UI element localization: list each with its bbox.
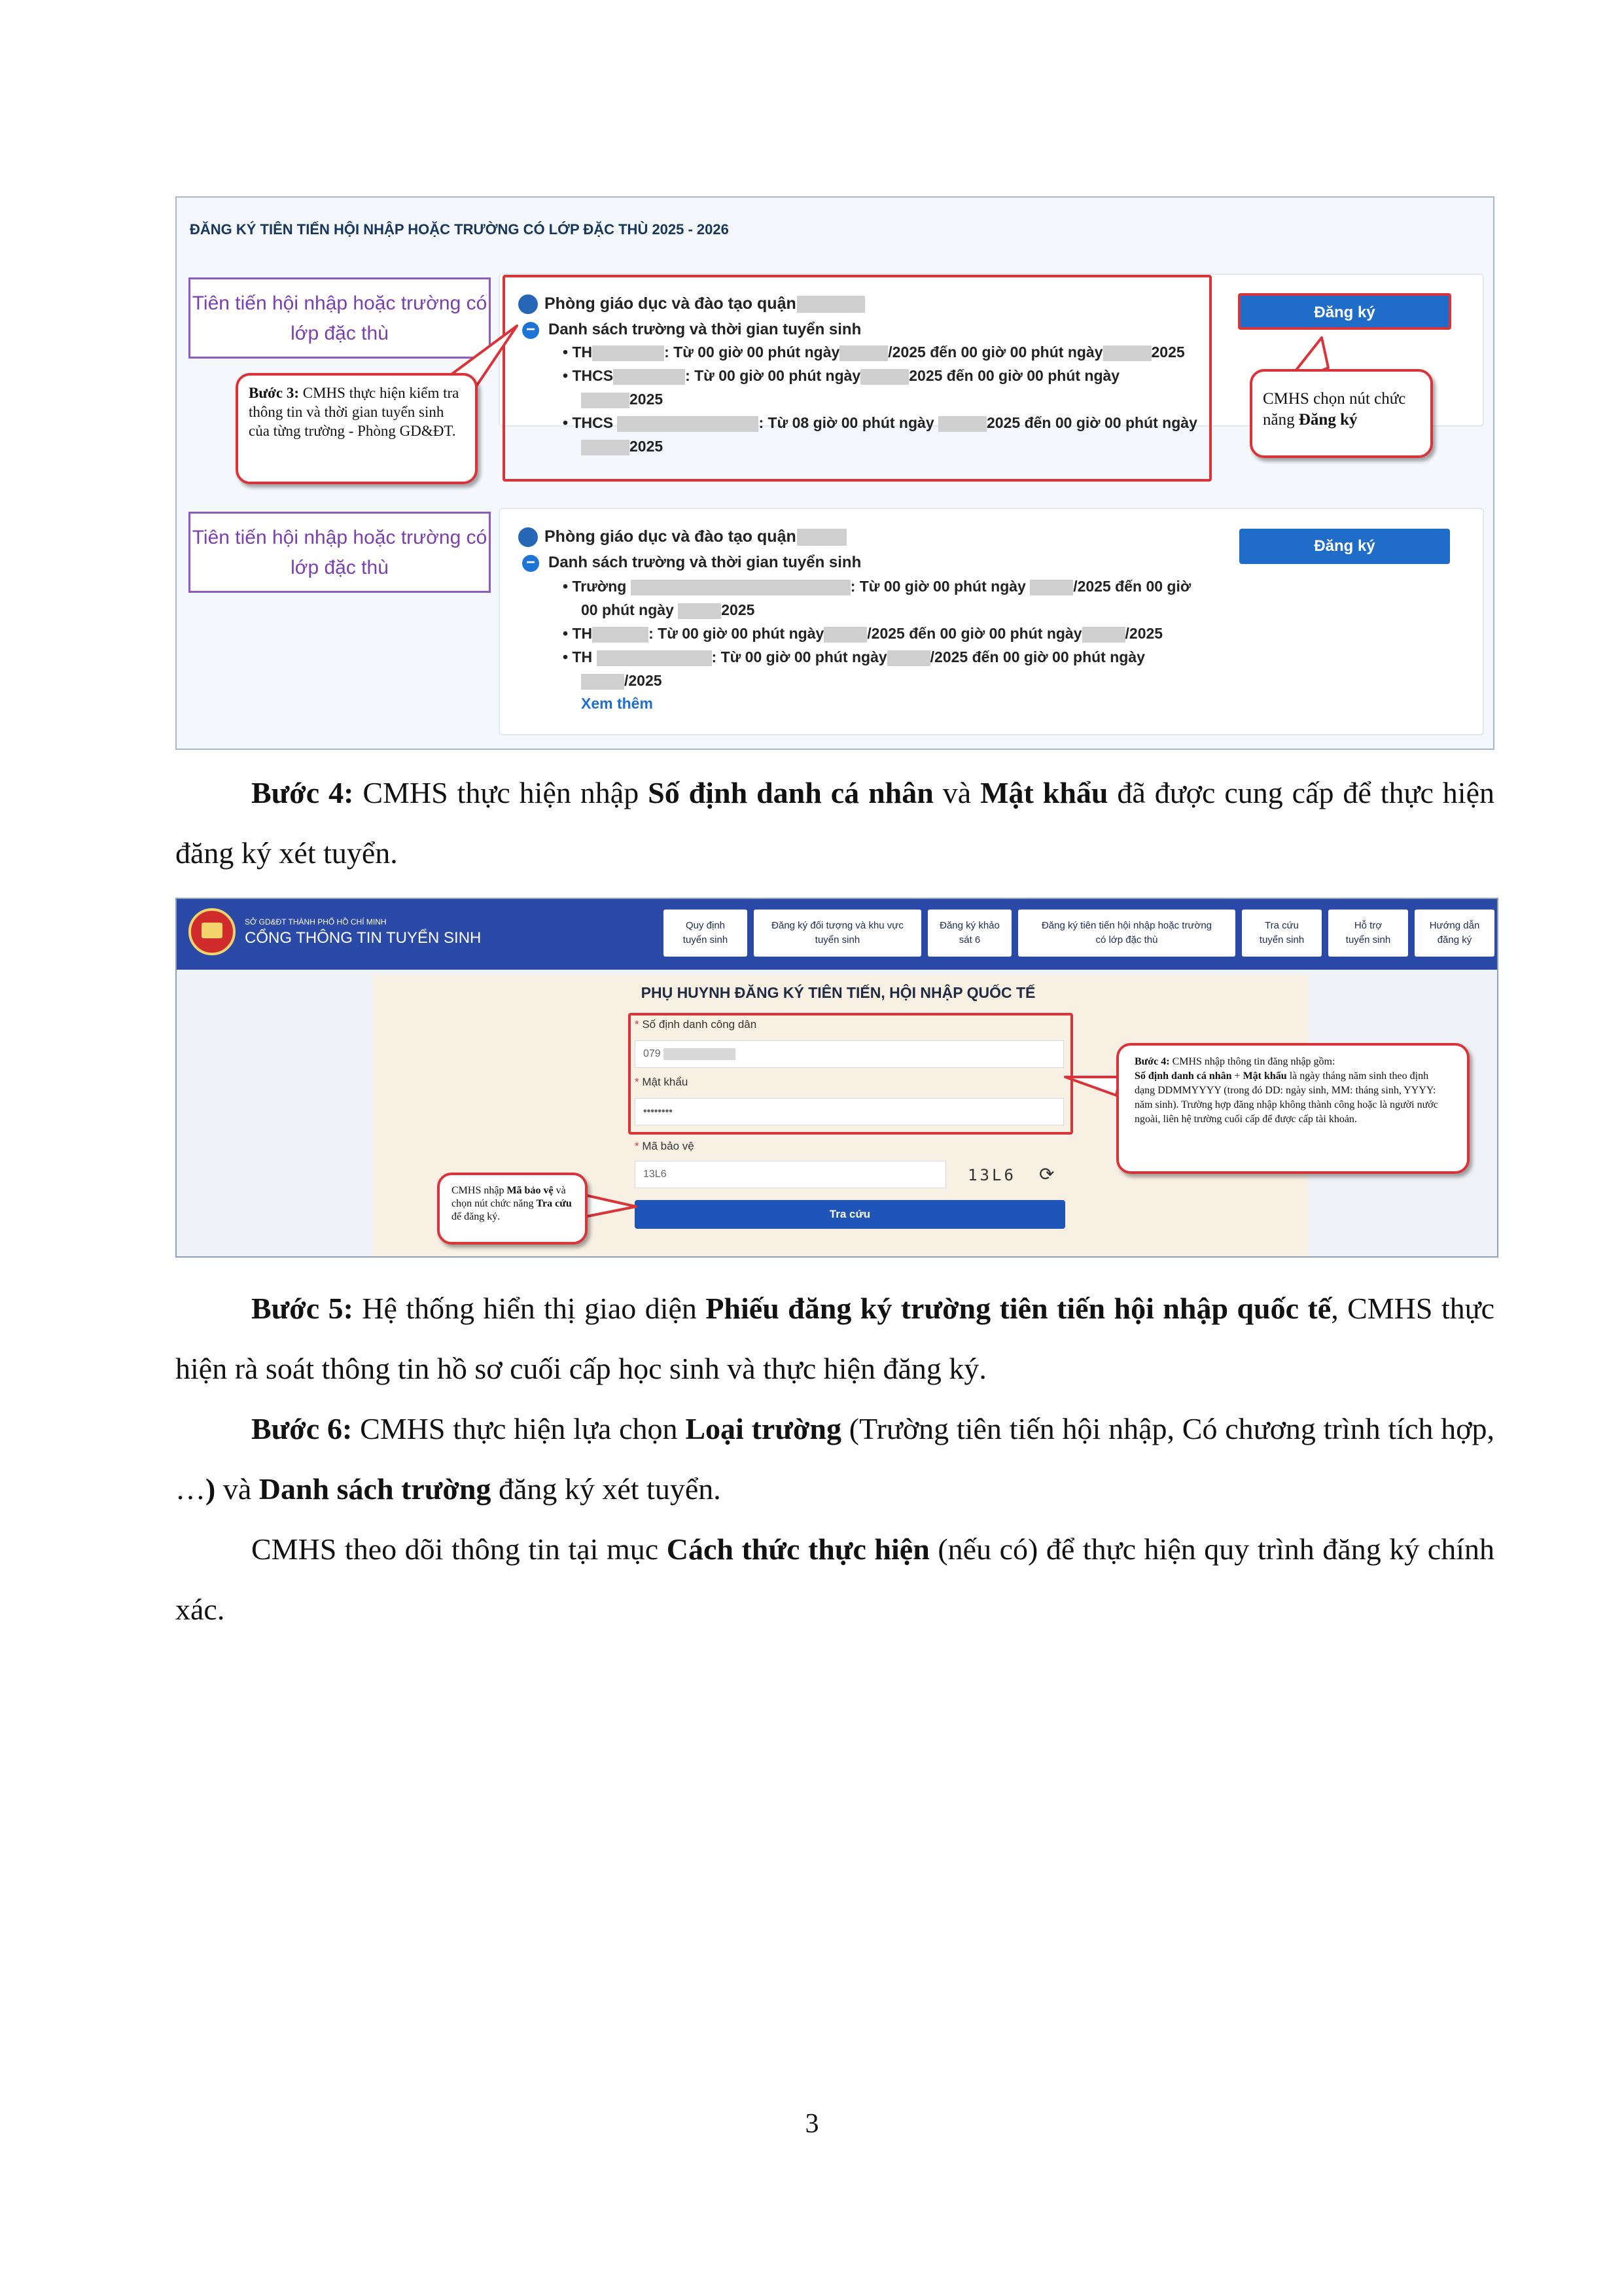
callout-step4: Bước 4: CMHS nhập thông tin đăng nhập gồm: Số định danh cá nhân + Mật khẩu là ngày tháng năm sinh theo định dạng DDMMYYYY (trong đó DD: ngày sinh, MM: tháng sinh, YYYY: năm sinh). Trường hợp đăng nhập không thành công hoặc là người nước ngoài, liên hệ trường cuối cấp để được cấp tài khoản. — [1116, 1043, 1470, 1174]
figure-1-title: ĐĂNG KÝ TIÊN TIẾN HỘI NHẬP HOẶC TRƯỜNG CÓ LỚP ĐẶC THÙ 2025 - 2026 — [190, 221, 729, 238]
id-label: * Số định danh công dân — [635, 1018, 757, 1031]
captcha-image: 13L6 — [968, 1166, 1016, 1184]
form-title: PHỤ HUYNH ĐĂNG KÝ TIÊN TIẾN, HỘI NHẬP QUỐC TẾ — [641, 984, 1036, 1001]
nav-register-subjects[interactable]: Đăng ký đối tượng và khu vực tuyển sinh — [754, 910, 921, 957]
list-item-continued: 2025 — [581, 434, 663, 458]
paragraph-follow: CMHS theo dõi thông tin tại mục Cách thức thực hiện (nếu có) để thực hiện quy trình đăng ký chính xác. — [175, 1532, 1494, 1626]
list-item: • TH : Từ 00 giờ 00 phút ngày /2025 đến 00 giờ 00 phút ngày /2025 — [563, 625, 1163, 642]
refresh-icon[interactable]: ⟳ — [1039, 1164, 1055, 1184]
callout-captcha: CMHS nhập Mã bảo vệ và chọn nút chức năng Tra cứu để đăng ký. — [437, 1173, 588, 1245]
department-name-2: Phòng giáo dục và đào tạo quận — [544, 527, 796, 546]
school-list-title-1: Danh sách trường và thời gian tuyển sinh — [548, 321, 862, 338]
list-item: • TH : Từ 00 giờ 00 phút ngày /2025 đến 00 giờ 00 phút ngày — [563, 648, 1145, 665]
list-item: • Trường : Từ 00 giờ 00 phút ngày /2025 đến 00 giờ — [563, 578, 1192, 595]
password-label: * Mật khẩu — [635, 1076, 688, 1088]
paragraph-step4: Bước 4: CMHS thực hiện nhập Số định danh cá nhân và Mật khẩu đã được cung cấp để thực hiện đăng ký xét tuyển. — [175, 776, 1494, 870]
callout-register-button: CMHS chọn nút chức năng Đăng ký — [1250, 369, 1433, 458]
category-box-2[interactable]: Tiên tiến hội nhập hoặc trường có lớp đặc thù — [188, 512, 491, 593]
category-box-1[interactable]: Tiên tiến hội nhập hoặc trường có lớp đặc thù — [188, 277, 491, 359]
lookup-button[interactable]: Tra cứu — [635, 1200, 1065, 1229]
nav-admission-rules[interactable]: Quy định tuyển sinh — [663, 910, 747, 957]
see-more-link[interactable]: Xem thêm — [581, 695, 653, 712]
collapse-icon[interactable]: − — [522, 555, 539, 572]
nav-survey-grade6[interactable]: Đăng ký khảo sát 6 — [928, 910, 1012, 957]
redacted-block — [797, 529, 847, 546]
portal-name: CỔNG THÔNG TIN TUYỂN SINH — [245, 929, 482, 947]
password-input[interactable]: •••••••• — [635, 1098, 1064, 1125]
figure-1-registration-list — [175, 196, 1494, 750]
register-button-2[interactable]: Đăng ký — [1239, 529, 1450, 564]
collapse-icon[interactable]: − — [522, 322, 539, 339]
list-item: • TH : Từ 00 giờ 00 phút ngày /2025 đến 00 giờ 00 phút ngày 2025 — [563, 344, 1185, 361]
figure-2-login-form — [175, 898, 1498, 1258]
list-item-continued: 00 phút ngày 2025 — [581, 601, 755, 618]
list-item: • THCS : Từ 08 giờ 00 phút ngày 2025 đến 00 giờ 00 phút ngày — [563, 414, 1197, 431]
list-item-continued: 2025 — [581, 387, 663, 411]
captcha-label: * Mã bảo vệ — [635, 1140, 694, 1152]
building-icon — [518, 527, 538, 547]
id-input[interactable]: 079 — [635, 1040, 1064, 1068]
captcha-input[interactable]: 13L6 — [635, 1161, 946, 1188]
nav-register-advanced[interactable]: Đăng ký tiên tiến hội nhập hoặc trường có lớp đặc thù — [1018, 910, 1235, 957]
department-name-1: Phòng giáo dục và đào tạo quận — [544, 294, 796, 313]
nav-support[interactable]: Hỗ trợ tuyển sinh — [1328, 910, 1408, 957]
paragraph-step6: Bước 6: CMHS thực hiện lựa chọn Loại trường (Trường tiên tiến hội nhập, Có chương trình tích hợp, …) và Danh sách trường đăng ký xét tuyển. — [175, 1412, 1494, 1506]
paragraph-step5: Bước 5: Hệ thống hiển thị giao diện Phiếu đăng ký trường tiên tiến hội nhập quốc tế, CMHS thực hiện rà soát thông tin hồ sơ cuối cấp học sinh và thực hiện đăng ký. — [175, 1292, 1495, 1385]
list-item: • THCS : Từ 00 giờ 00 phút ngày 2025 đến 00 giờ 00 phút ngày — [563, 367, 1120, 384]
list-item-continued: /2025 — [581, 669, 662, 692]
school-list-title-2: Danh sách trường và thời gian tuyển sinh — [548, 554, 862, 571]
page-number: 3 — [805, 2109, 819, 2139]
nav-guide[interactable]: Hướng dẫn đăng ký — [1415, 910, 1494, 957]
org-name: SỞ GD&ĐT THÀNH PHỐ HỒ CHÍ MINH — [245, 917, 387, 927]
callout-step3: Bước 3: CMHS thực hiện kiểm tra thông tin và thời gian tuyển sinh của từng trường - Phòng GD&ĐT. — [236, 373, 478, 484]
nav-lookup[interactable]: Tra cứu tuyển sinh — [1242, 910, 1322, 957]
register-button-1[interactable]: Đăng ký — [1238, 293, 1451, 330]
